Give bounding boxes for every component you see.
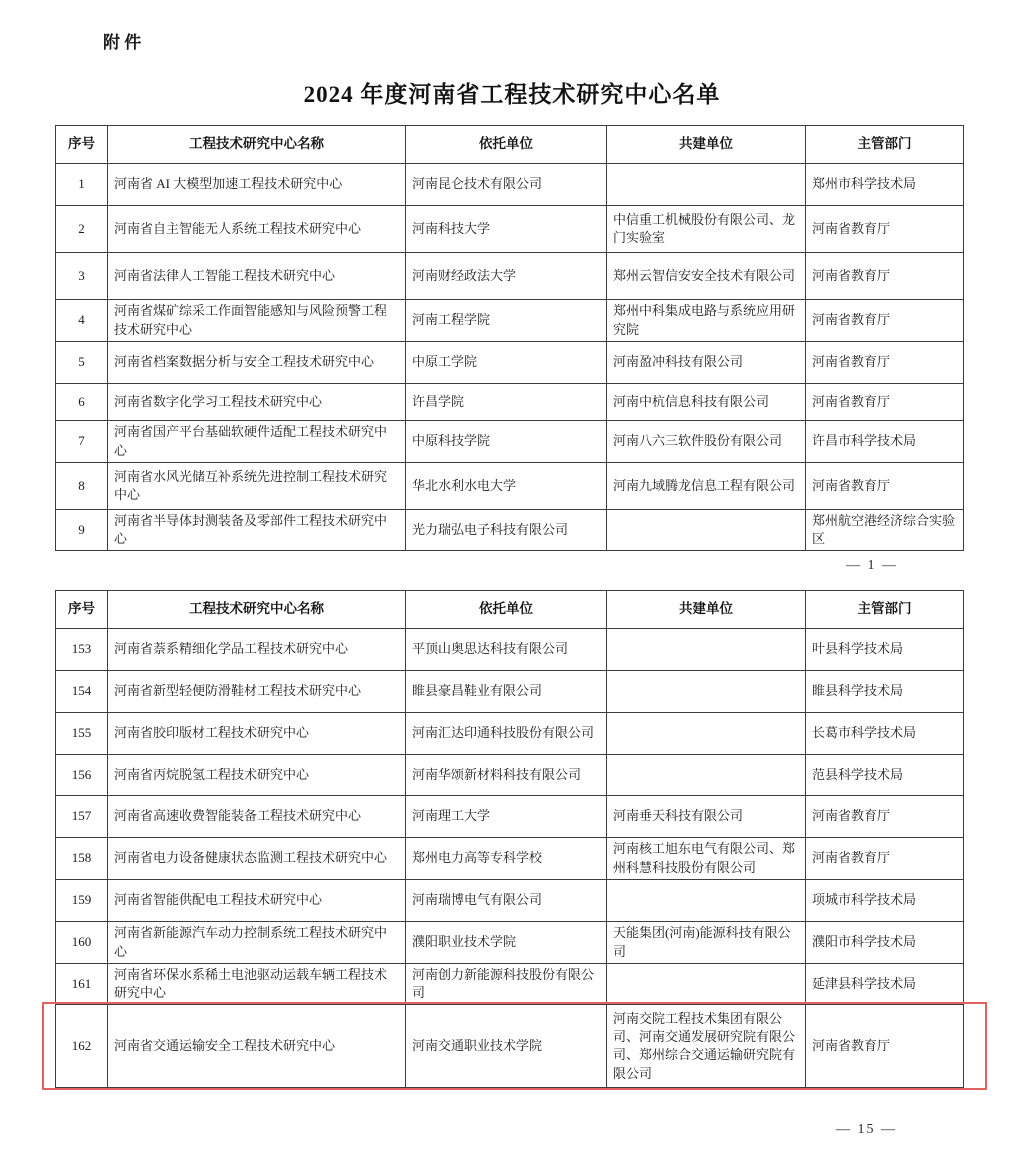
cell-name: 河南省电力设备健康状态监测工程技术研究中心 xyxy=(108,838,406,880)
column-header-host: 依托单位 xyxy=(406,591,607,629)
cell-host: 光力瑞弘电子科技有限公司 xyxy=(406,510,607,551)
cell-partners: 河南八六三软件股份有限公司 xyxy=(607,421,806,463)
cell-host: 河南工程学院 xyxy=(406,300,607,342)
cell-no: 6 xyxy=(56,384,108,421)
cell-host: 河南汇达印通科技股份有限公司 xyxy=(406,713,607,755)
table-row xyxy=(56,964,964,1005)
cell-authority: 河南省教育厅 xyxy=(806,206,964,253)
cell-host: 中原科技学院 xyxy=(406,421,607,463)
cell-authority: 长葛市科学技术局 xyxy=(806,713,964,755)
cell-authority: 河南省教育厅 xyxy=(806,342,964,384)
cell-name: 河南省新能源汽车动力控制系统工程技术研究中心 xyxy=(108,922,406,964)
cell-host: 河南交通职业技术学院 xyxy=(406,1005,607,1088)
cell-host: 华北水利水电大学 xyxy=(406,463,607,510)
table-body xyxy=(56,164,964,551)
cell-authority: 河南省教育厅 xyxy=(806,796,964,838)
cell-partners xyxy=(607,713,806,755)
cell-no: 153 xyxy=(56,629,108,671)
cell-no: 1 xyxy=(56,164,108,206)
cell-no: 5 xyxy=(56,342,108,384)
table-row xyxy=(56,796,964,838)
cell-name: 河南省智能供配电工程技术研究中心 xyxy=(108,880,406,922)
centers-table-page-15 xyxy=(55,590,964,1088)
header-row xyxy=(56,591,964,629)
cell-no: 159 xyxy=(56,880,108,922)
cell-partners: 河南中杭信息科技有限公司 xyxy=(607,384,806,421)
cell-authority: 延津县科学技术局 xyxy=(806,964,964,1005)
cell-authority: 范县科学技术局 xyxy=(806,755,964,796)
cell-partners xyxy=(607,510,806,551)
cell-authority: 许昌市科学技术局 xyxy=(806,421,964,463)
cell-host: 河南华颂新材料科技有限公司 xyxy=(406,755,607,796)
cell-name: 河南省档案数据分析与安全工程技术研究中心 xyxy=(108,342,406,384)
cell-name: 河南省胶印版材工程技术研究中心 xyxy=(108,713,406,755)
cell-partners xyxy=(607,964,806,1005)
table-row xyxy=(56,421,964,463)
cell-host: 睢县豪昌鞋业有限公司 xyxy=(406,671,607,713)
table-body xyxy=(56,629,964,1088)
page-number-1: — 1 — xyxy=(846,558,898,573)
cell-name: 河南省数字化学习工程技术研究中心 xyxy=(108,384,406,421)
cell-name: 河南省新型轻便防滑鞋材工程技术研究中心 xyxy=(108,671,406,713)
cell-partners: 河南垂天科技有限公司 xyxy=(607,796,806,838)
table-row xyxy=(56,838,964,880)
cell-partners: 天能集团(河南)能源科技有限公司 xyxy=(607,922,806,964)
cell-host: 濮阳职业技术学院 xyxy=(406,922,607,964)
cell-no: 161 xyxy=(56,964,108,1005)
centers-table-page-1 xyxy=(55,125,964,551)
cell-host: 平顶山奥思达科技有限公司 xyxy=(406,629,607,671)
column-header-no: 序号 xyxy=(56,126,108,164)
cell-partners xyxy=(607,629,806,671)
cell-host: 郑州电力高等专科学校 xyxy=(406,838,607,880)
cell-name: 河南省环保水系稀土电池驱动运载车辆工程技术研究中心 xyxy=(108,964,406,1005)
cell-host: 河南创力新能源科技股份有限公司 xyxy=(406,964,607,1005)
cell-no: 154 xyxy=(56,671,108,713)
cell-authority: 河南省教育厅 xyxy=(806,384,964,421)
column-header-name: 工程技术研究中心名称 xyxy=(108,126,406,164)
table-row xyxy=(56,713,964,755)
cell-partners: 河南交院工程技术集团有限公司、河南交通发展研究院有限公司、郑州综合交通运输研究院有限公司 xyxy=(607,1005,806,1088)
cell-name: 河南省煤矿综采工作面智能感知与风险预警工程技术研究中心 xyxy=(108,300,406,342)
column-header-no: 序号 xyxy=(56,591,108,629)
cell-authority: 郑州市科学技术局 xyxy=(806,164,964,206)
cell-name: 河南省高速收费智能装备工程技术研究中心 xyxy=(108,796,406,838)
cell-no: 160 xyxy=(56,922,108,964)
cell-partners xyxy=(607,671,806,713)
header-row xyxy=(56,126,964,164)
cell-authority: 郑州航空港经济综合实验区 xyxy=(806,510,964,551)
cell-no: 9 xyxy=(56,510,108,551)
cell-no: 4 xyxy=(56,300,108,342)
cell-name: 河南省萘系精细化学品工程技术研究中心 xyxy=(108,629,406,671)
cell-host: 河南昆仑技术有限公司 xyxy=(406,164,607,206)
cell-authority: 项城市科学技术局 xyxy=(806,880,964,922)
column-header-name: 工程技术研究中心名称 xyxy=(108,591,406,629)
table-header xyxy=(56,126,964,164)
cell-name: 河南省水风光储互补系统先进控制工程技术研究中心 xyxy=(108,463,406,510)
cell-no: 157 xyxy=(56,796,108,838)
column-header-authority: 主管部门 xyxy=(806,591,964,629)
table-row xyxy=(56,300,964,342)
cell-host: 河南瑞博电气有限公司 xyxy=(406,880,607,922)
column-header-partners: 共建单位 xyxy=(607,591,806,629)
cell-partners: 郑州云智信安安全技术有限公司 xyxy=(607,253,806,300)
cell-no: 8 xyxy=(56,463,108,510)
cell-partners xyxy=(607,755,806,796)
cell-name: 河南省交通运输安全工程技术研究中心 xyxy=(108,1005,406,1088)
cell-name: 河南省 AI 大模型加速工程技术研究中心 xyxy=(108,164,406,206)
cell-name: 河南省国产平台基础软硬件适配工程技术研究中心 xyxy=(108,421,406,463)
table-row xyxy=(56,755,964,796)
cell-authority: 河南省教育厅 xyxy=(806,300,964,342)
column-header-host: 依托单位 xyxy=(406,126,607,164)
table-row xyxy=(56,384,964,421)
attachment-label: 附 件 xyxy=(103,33,142,52)
cell-authority: 河南省教育厅 xyxy=(806,1005,964,1088)
cell-authority: 睢县科学技术局 xyxy=(806,671,964,713)
page-title: 2024 年度河南省工程技术研究中心名单 xyxy=(303,82,721,107)
cell-host: 河南财经政法大学 xyxy=(406,253,607,300)
table-row xyxy=(56,253,964,300)
cell-partners xyxy=(607,880,806,922)
cell-partners: 河南盈冲科技有限公司 xyxy=(607,342,806,384)
table-row xyxy=(56,164,964,206)
cell-host: 许昌学院 xyxy=(406,384,607,421)
table-row xyxy=(56,206,964,253)
column-header-partners: 共建单位 xyxy=(607,126,806,164)
table-row xyxy=(56,1005,964,1088)
table-row xyxy=(56,463,964,510)
cell-no: 3 xyxy=(56,253,108,300)
table-row xyxy=(56,671,964,713)
cell-no: 2 xyxy=(56,206,108,253)
cell-no: 155 xyxy=(56,713,108,755)
cell-authority: 河南省教育厅 xyxy=(806,838,964,880)
table-header xyxy=(56,591,964,629)
column-header-authority: 主管部门 xyxy=(806,126,964,164)
page-number-15: — 15 — xyxy=(836,1122,897,1137)
cell-authority: 叶县科学技术局 xyxy=(806,629,964,671)
cell-partners: 中信重工机械股份有限公司、龙门实验室 xyxy=(607,206,806,253)
cell-no: 162 xyxy=(56,1005,108,1088)
table-row xyxy=(56,880,964,922)
cell-name: 河南省半导体封测装备及零部件工程技术研究中心 xyxy=(108,510,406,551)
cell-name: 河南省丙烷脱氢工程技术研究中心 xyxy=(108,755,406,796)
table-row xyxy=(56,342,964,384)
cell-no: 158 xyxy=(56,838,108,880)
cell-name: 河南省法律人工智能工程技术研究中心 xyxy=(108,253,406,300)
cell-authority: 河南省教育厅 xyxy=(806,253,964,300)
cell-partners xyxy=(607,164,806,206)
table-row xyxy=(56,629,964,671)
cell-partners: 郑州中科集成电路与系统应用研究院 xyxy=(607,300,806,342)
cell-host: 中原工学院 xyxy=(406,342,607,384)
table-row xyxy=(56,510,964,551)
cell-host: 河南理工大学 xyxy=(406,796,607,838)
cell-no: 7 xyxy=(56,421,108,463)
cell-no: 156 xyxy=(56,755,108,796)
cell-host: 河南科技大学 xyxy=(406,206,607,253)
cell-authority: 濮阳市科学技术局 xyxy=(806,922,964,964)
cell-name: 河南省自主智能无人系统工程技术研究中心 xyxy=(108,206,406,253)
cell-authority: 河南省教育厅 xyxy=(806,463,964,510)
cell-partners: 河南核工旭东电气有限公司、郑州科慧科技股份有限公司 xyxy=(607,838,806,880)
cell-partners: 河南九域腾龙信息工程有限公司 xyxy=(607,463,806,510)
table-row xyxy=(56,922,964,964)
